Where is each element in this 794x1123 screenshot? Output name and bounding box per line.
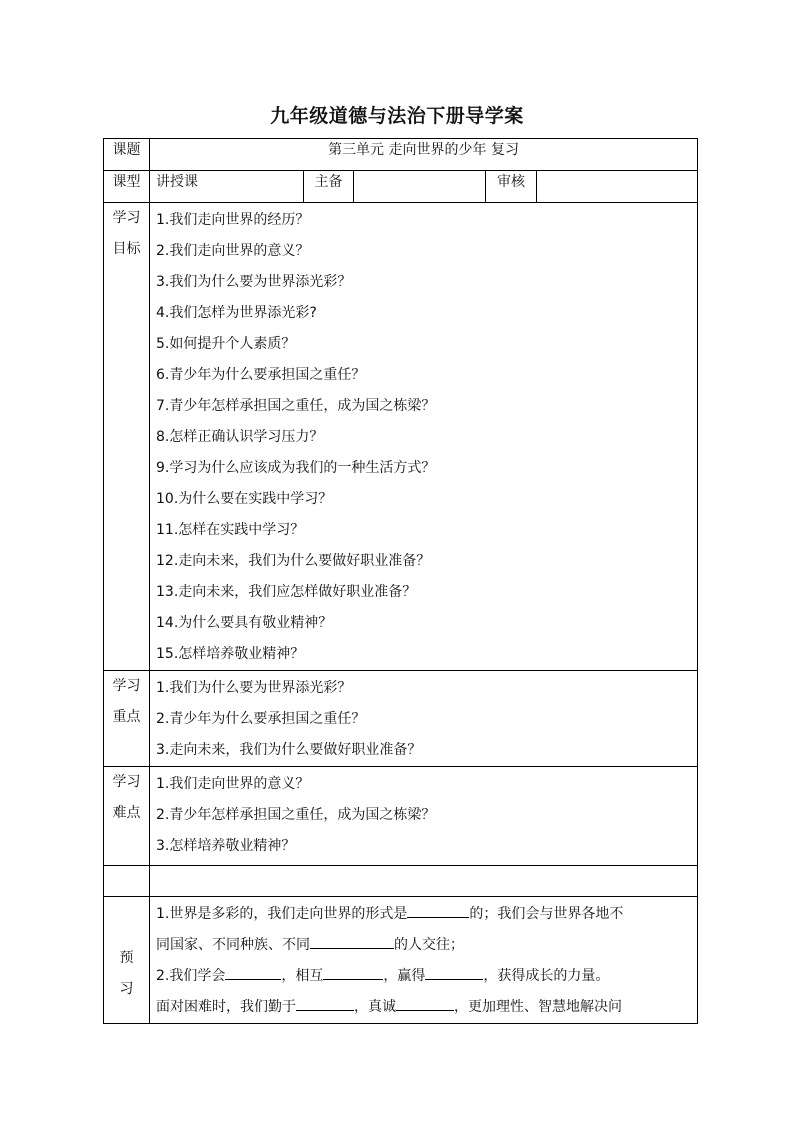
key-points-list [150, 671, 698, 767]
blank-content-cell [150, 866, 698, 897]
list-item: 1.我们走向世界的经历？ [156, 212, 310, 228]
list-item: 5.如何提升个人素质？ [156, 336, 296, 352]
topic-row [104, 139, 698, 171]
fill-blank[interactable] [407, 902, 469, 918]
difficulties-label-line2: 难点 [112, 805, 141, 821]
list-item: 10.为什么要在实践中学习？ [156, 491, 333, 507]
review-value[interactable] [537, 171, 698, 203]
lead-value[interactable] [354, 171, 486, 203]
list-item: 1.我们为什么要为世界添光彩？ [156, 680, 352, 696]
fill-blank[interactable] [396, 995, 454, 1011]
goals-label-line1: 学习 [112, 210, 141, 226]
preview-line-3: 2.我们学会 ，相互 ，赢得 ，获得成长的力量。 [156, 961, 693, 992]
topic-value: 第三单元 走向世界的少年 复习 [150, 139, 698, 171]
list-item: 4.我们怎样为世界添光彩? [156, 305, 317, 321]
list-item: 2.青少年怎样承担国之重任，成为国之栋梁？ [156, 807, 436, 823]
list-item: 12.走向未来，我们为什么要做好职业准备？ [156, 553, 431, 569]
lesson-plan-table [103, 138, 698, 1024]
list-item: 11.怎样在实践中学习？ [156, 522, 305, 538]
preview-row [104, 897, 698, 1024]
blank-row [104, 866, 698, 897]
fill-blank[interactable] [310, 933, 394, 949]
page-title: 九年级道德与法治下册导学案 [270, 105, 524, 127]
list-item: 3.怎样培养敬业精神？ [156, 838, 296, 854]
type-label: 课型 [104, 171, 150, 203]
goals-list [150, 203, 698, 671]
difficulties-label [104, 767, 150, 866]
difficulties-label-line1: 学习 [112, 774, 141, 790]
fill-blank[interactable] [425, 964, 483, 980]
type-row [104, 171, 698, 203]
list-item: 3.我们为什么要为世界添光彩？ [156, 274, 352, 290]
fill-blank[interactable] [323, 964, 383, 980]
list-item: 8.怎样正确认识学习压力？ [156, 429, 324, 445]
blank-label-cell [104, 866, 150, 897]
list-item: 3.走向未来，我们为什么要做好职业准备？ [156, 742, 422, 758]
key-points-row [104, 671, 698, 767]
preview-line-1: 1.世界是多彩的，我们走向世界的形式是 的；我们会与世界各地不 [156, 899, 693, 930]
lead-label: 主备 [304, 171, 354, 203]
preview-line-2: 同国家、不同种族、不同 的人交往； [156, 930, 693, 961]
fill-blank[interactable] [225, 964, 281, 980]
key-points-label [104, 671, 150, 767]
list-item: 2.我们走向世界的意义？ [156, 243, 310, 259]
list-item: 15.怎样培养敬业精神？ [156, 646, 305, 662]
preview-label-line1: 预 [119, 950, 134, 966]
fill-blank[interactable] [296, 995, 354, 1011]
preview-label [104, 897, 150, 1024]
goals-label-line2: 目标 [112, 241, 141, 257]
list-item: 13.走向未来，我们应怎样做好职业准备？ [156, 584, 417, 600]
list-item: 9.学习为什么应该成为我们的一种生活方式？ [156, 460, 436, 476]
key-points-label-line1: 学习 [112, 678, 141, 694]
key-points-label-line2: 重点 [112, 709, 141, 725]
goals-label [104, 203, 150, 671]
goals-row [104, 203, 698, 671]
list-item: 2.青少年为什么要承担国之重任？ [156, 711, 366, 727]
list-item: 7.青少年怎样承担国之重任，成为国之栋梁？ [156, 398, 436, 414]
review-label: 审核 [486, 171, 537, 203]
difficulties-row [104, 767, 698, 866]
list-item: 14.为什么要具有敬业精神？ [156, 615, 333, 631]
preview-content [150, 897, 698, 1024]
list-item: 6.青少年为什么要承担国之重任？ [156, 367, 366, 383]
difficulties-list [150, 767, 698, 866]
list-item: 1.我们走向世界的意义？ [156, 776, 310, 792]
topic-label: 课题 [104, 139, 150, 171]
type-value: 讲授课 [150, 171, 304, 203]
preview-label-line2: 习 [119, 981, 134, 997]
preview-line-4: 面对困难时，我们勤于 ，真诚 ，更加理性、智慧地解决问 [156, 992, 693, 1023]
